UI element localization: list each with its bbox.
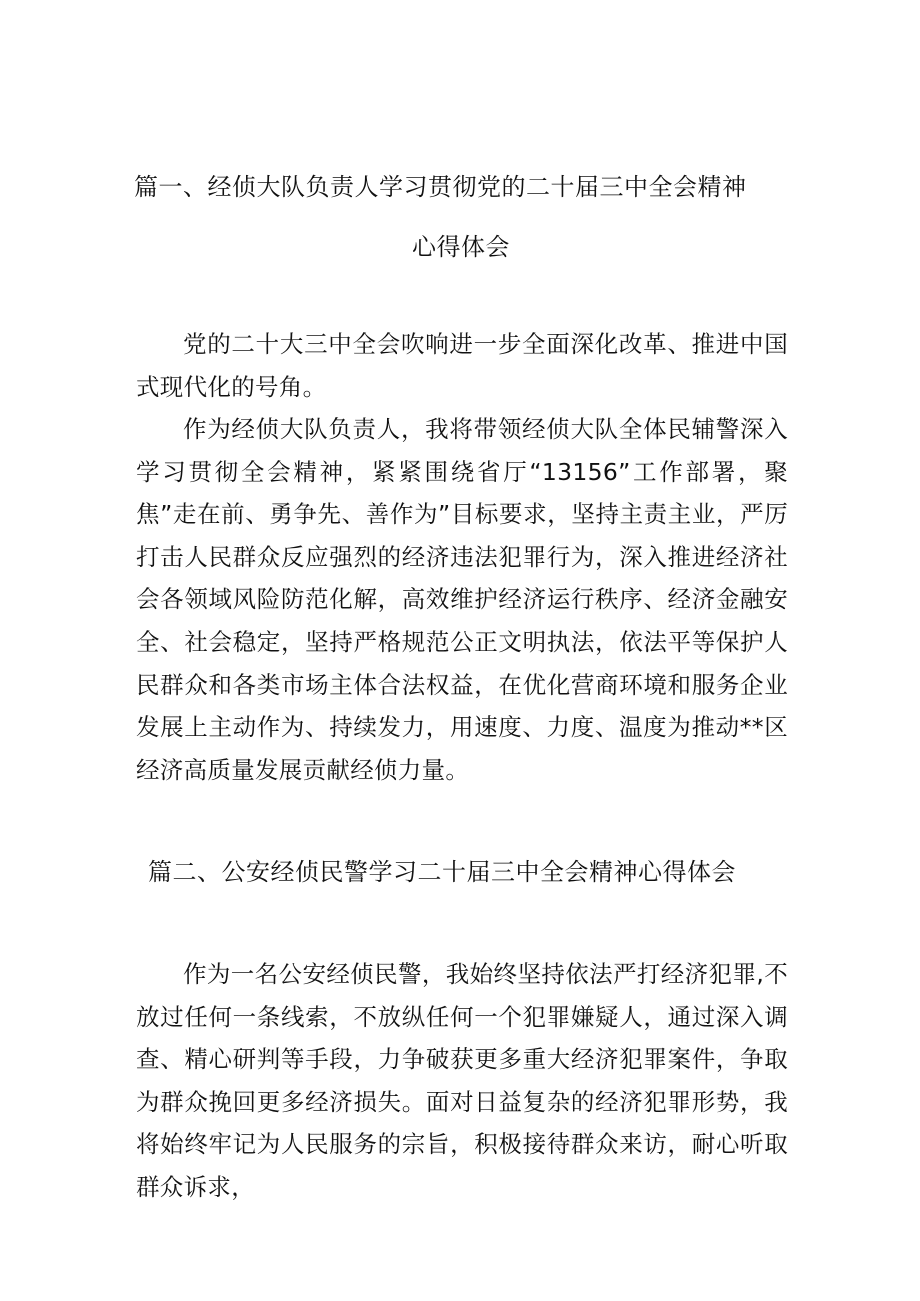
- section-1-title: 篇一、经侦大队负责人学习贯彻党的二十届三中全会精神: [134, 173, 747, 201]
- section-2-paragraph-1: 作为一名公安经侦民警，我始终坚持依法严打经济犯罪,不放过任何一条线索，不放纵任何一个犯罪嫌疑人，通过深入调查、精心研判等手段，力争破获更多重大经济犯罪案件，争取为群众挽回更多经济损失。面对日益复杂的经济犯罪形势，我将始终牢记为人民服务的宗旨，积极接待群众来访，耐心听取群众诉求，: [136, 960, 788, 1201]
- section-1-paragraph-2: 作为经侦大队负责人，我将带领经侦大队全体民辅警深入学习贯彻全会精神，紧紧围绕省厅“13156”工作部署，聚焦”走在前、勇争先、善作为”目标要求，坚持主责主业，严厉打击人民群众反应强烈的经济违法犯罪行为，深入推进经济社会各领域风险防范化解，高效维护经济运行秩序、经济金融安全、社会稳定，坚持严格规范公正文明执法，依法平等保护人民群众和各类市场主体合法权益，在优化营商环境和服务企业发展上主动作为、持续发力，用速度、力度、温度为推动**区经济高质量发展贡献经侦力量。: [136, 415, 788, 784]
- section-2-title: 篇二、公安经侦民警学习二十届三中全会精神心得体会: [148, 858, 736, 886]
- section-1-subtitle: 心得体会: [412, 233, 510, 261]
- section-1-paragraph-1: 党的二十大三中全会吹响进一步全面深化改革、推进中国式现代化的号角。: [136, 330, 788, 401]
